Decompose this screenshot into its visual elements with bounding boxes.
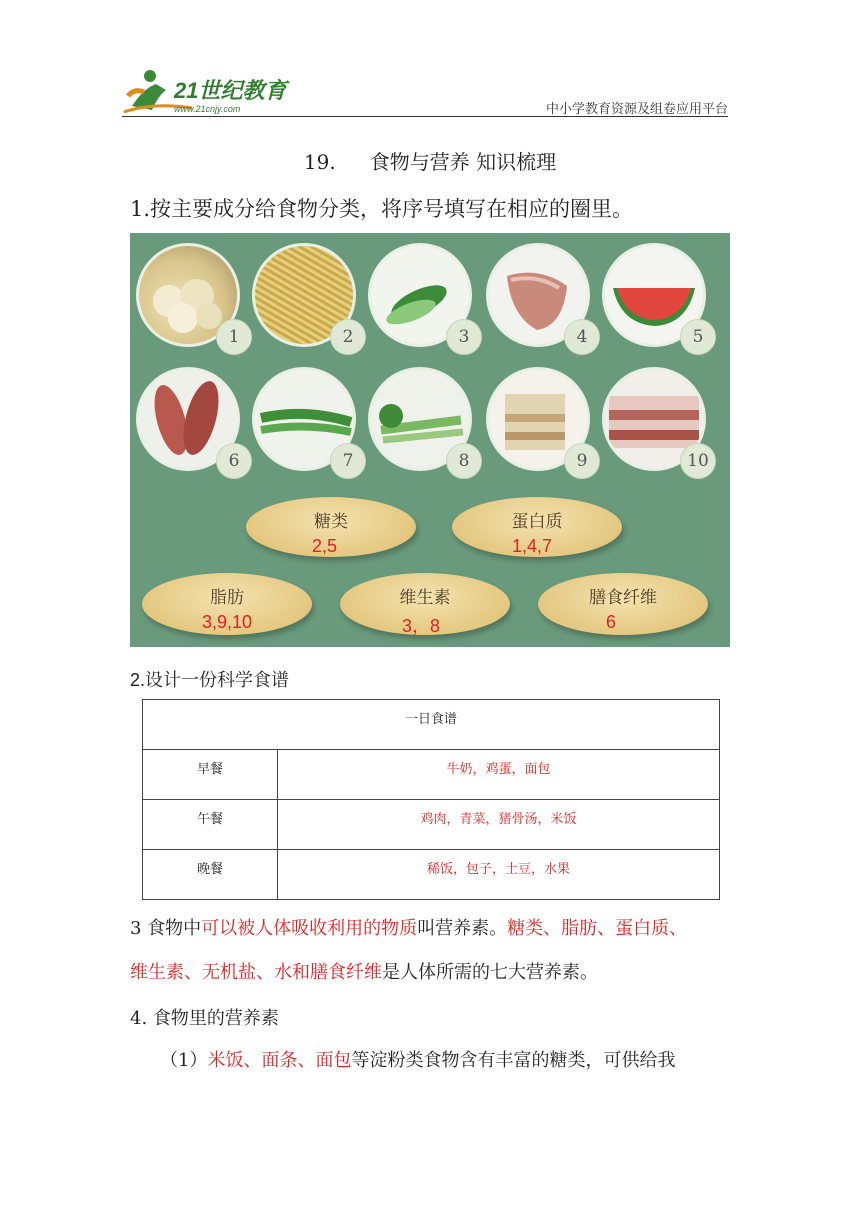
category-fiber [538,573,708,635]
food-number-2: 2 [330,319,366,355]
category-sugar [246,497,416,557]
q3-answer: 糖类、脂肪、蛋白质、 [507,918,688,939]
q3-answer: 维生素、无机盐、水和膳食纤维 [130,962,382,983]
question-3-line-1 [130,914,740,940]
category-label: 蛋白质 [511,512,563,532]
food-classification-image [130,233,730,647]
q4-item-number: （1） [160,1050,208,1071]
food-number-3: 3 [446,319,482,355]
q3-text: 3 食物中 [130,918,202,939]
title-number: 19. [303,150,336,174]
food-number-6: 6 [216,443,252,479]
meal-name: 午餐 [143,800,278,850]
food-number-5: 5 [680,319,716,355]
category-answer: 3,9,10 [202,612,253,632]
category-protein [452,497,622,557]
title-text: 食物与营养 知识梳理 [369,150,557,174]
category-vitamin [340,573,510,635]
category-label: 维生素 [399,588,451,608]
meal-menu: 牛奶，鸡蛋，面包 [278,750,720,800]
platform-label: 中小学教育资源及组卷应用平台 [545,102,728,117]
q4-answer: 米饭、面条、面包 [207,1050,352,1071]
q3-text: 叫营养素。 [417,918,508,939]
meal-menu: 稀饭，包子，土豆，水果 [278,850,720,900]
food-number-9: 9 [564,443,600,479]
category-fat [142,573,312,635]
category-answer: 6 [606,612,617,632]
question-1-prompt: 1.按主要成分给食物分类，将序号填写在相应的圈里。 [130,197,634,221]
q3-text: 是人体所需的七大营养素。 [382,962,598,983]
category-label: 糖类 [314,512,348,532]
meal-plan-table [142,699,720,900]
table-row [143,700,720,750]
table-row [143,850,720,900]
food-number-7: 7 [330,443,366,479]
food-number-8: 8 [446,443,482,479]
q4-text: 等淀粉类食物含有丰富的糖类，可供给我 [351,1050,676,1071]
food-number-4: 4 [564,319,600,355]
svg-text:www.21cnjy.com: www.21cnjy.com [174,104,241,114]
category-answer: 3，8 [402,616,441,636]
food-number-1: 1 [216,319,252,355]
table-row [143,750,720,800]
meal-name: 晚餐 [143,850,278,900]
svg-text:21世纪教育: 21世纪教育 [174,78,287,103]
food-number-10: 10 [680,443,716,479]
question-4-heading: 4. 食物里的营养素 [130,1008,279,1029]
q3-answer: 可以被人体吸收利用的物质 [201,918,418,939]
meal-name: 早餐 [143,750,278,800]
meal-menu: 鸡肉，青菜，猪骨汤，米饭 [278,800,720,850]
category-answer: 1,4,7 [512,536,553,556]
table-title: 一日食谱 [143,700,720,750]
page-title [0,146,860,175]
site-logo [122,66,292,118]
category-answer: 2,5 [312,536,338,556]
question-2-prompt: 2.设计一份科学食谱 [130,670,290,690]
category-label: 膳食纤维 [589,588,657,608]
category-label: 脂肪 [210,588,244,608]
question-4-item-1 [160,1046,770,1072]
question-3-line-2 [130,958,740,984]
table-row [143,800,720,850]
